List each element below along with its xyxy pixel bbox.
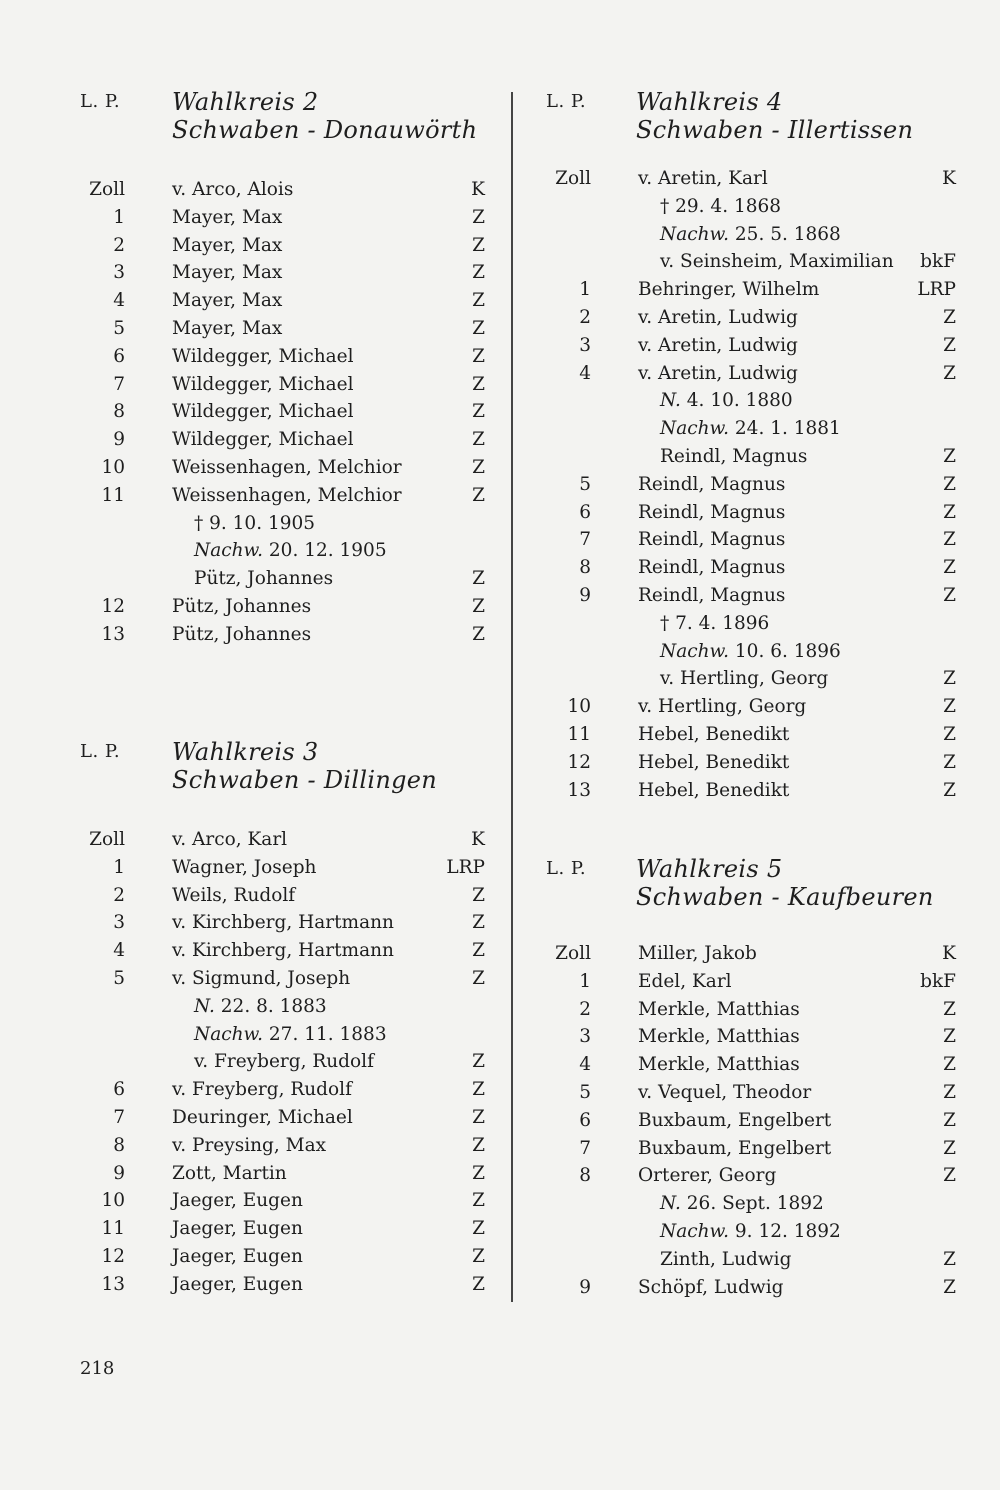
row-number: Zoll	[555, 943, 591, 964]
party-code: Z	[943, 1081, 956, 1103]
member-name: Wildegger, Michael	[172, 373, 354, 395]
party-code: LRP	[917, 279, 956, 301]
party-code: Z	[472, 884, 485, 906]
party-code: K	[471, 179, 485, 200]
row-number: 1	[579, 279, 591, 301]
member-name: Reindl, Magnus	[638, 473, 786, 495]
note-label: Nachw.	[194, 1023, 264, 1045]
member-list	[80, 176, 495, 649]
party-code: Z	[943, 529, 956, 551]
member-name: Merkle, Matthias	[638, 1054, 800, 1076]
row-number: 8	[113, 401, 125, 423]
note-date: 25. 5. 1868	[734, 223, 841, 245]
member-name: Jaeger, Eugen	[172, 1273, 303, 1295]
member-name: Jaeger, Eugen	[172, 1245, 303, 1267]
note-label: Nachw.	[660, 418, 730, 440]
sub-entry-row	[546, 248, 956, 276]
member-name: Behringer, Wilhelm	[638, 279, 820, 301]
note-label: Nachw.	[660, 640, 730, 662]
party-code: Z	[943, 723, 956, 745]
party-code: Z	[943, 1248, 956, 1270]
note-text	[660, 638, 841, 666]
party-code: Z	[943, 1165, 956, 1187]
lp-label: L. P.	[80, 741, 121, 762]
member-row	[80, 176, 495, 204]
member-name: Weils, Rudolf	[172, 884, 296, 906]
party-code: Z	[472, 456, 485, 478]
party-code: Z	[472, 429, 485, 451]
member-name: † 7. 4. 1896	[660, 612, 770, 634]
member-row	[546, 996, 956, 1024]
party-code: Z	[472, 206, 485, 228]
member-row	[546, 582, 956, 610]
party-code: Z	[472, 373, 485, 395]
member-row	[80, 1243, 495, 1271]
note-text	[194, 1021, 387, 1049]
party-code: Z	[472, 1134, 485, 1156]
title-line-1: Wahlkreis 2	[172, 88, 319, 116]
member-row	[80, 1160, 495, 1188]
sub-entry-row	[546, 443, 956, 471]
row-number: 13	[101, 623, 125, 645]
party-code: Z	[472, 484, 485, 506]
member-name: v. Hertling, Georg	[660, 668, 829, 690]
party-code: K	[471, 829, 485, 850]
row-number: 11	[567, 723, 591, 745]
member-name: v. Hertling, Georg	[638, 696, 807, 718]
note-text	[194, 993, 327, 1021]
row-number: 8	[113, 1134, 125, 1156]
member-row	[80, 593, 495, 621]
sub-entry-row	[80, 1048, 495, 1076]
member-row	[80, 1187, 495, 1215]
row-number: 4	[113, 290, 125, 312]
member-row	[546, 1023, 956, 1051]
party-code: LRP	[446, 856, 485, 878]
member-name: v. Freyberg, Rudolf	[194, 1051, 374, 1073]
member-row	[80, 854, 495, 882]
party-code: Z	[472, 595, 485, 617]
member-name: v. Arco, Alois	[172, 179, 294, 200]
member-name: Reindl, Magnus	[638, 501, 786, 523]
member-row	[546, 554, 956, 582]
member-name: Reindl, Magnus	[660, 445, 808, 467]
section-title	[636, 88, 913, 144]
member-row	[546, 693, 956, 721]
party-code: K	[942, 943, 956, 964]
member-name: Merkle, Matthias	[638, 998, 800, 1020]
party-code: Z	[943, 779, 956, 801]
note-text	[194, 537, 387, 565]
note-label: Nachw.	[194, 540, 264, 562]
member-row	[80, 315, 495, 343]
member-name: Schöpf, Ludwig	[638, 1276, 784, 1298]
member-name: Mayer, Max	[172, 206, 283, 228]
member-row	[80, 482, 495, 510]
member-name: v. Kirchberg, Hartmann	[172, 912, 394, 934]
note-text	[660, 1218, 841, 1246]
page-number: 218	[80, 1358, 115, 1379]
row-number: 1	[579, 970, 591, 992]
member-row	[80, 287, 495, 315]
member-name: Reindl, Magnus	[638, 529, 786, 551]
member-name: Wagner, Joseph	[172, 856, 317, 878]
member-name: Miller, Jakob	[638, 943, 757, 964]
member-row	[546, 1107, 956, 1135]
party-code: Z	[943, 1026, 956, 1048]
note-date: 20. 12. 1905	[268, 540, 387, 562]
member-name: Edel, Karl	[638, 970, 732, 992]
row-number: 7	[113, 373, 125, 395]
member-row	[546, 499, 956, 527]
member-name: Deuringer, Michael	[172, 1106, 353, 1128]
party-code: Z	[472, 623, 485, 645]
note-date: 27. 11. 1883	[268, 1023, 387, 1045]
member-row	[546, 276, 956, 304]
member-name: v. Aretin, Ludwig	[638, 362, 798, 384]
row-number: 6	[579, 1109, 591, 1131]
party-code: Z	[472, 1218, 485, 1240]
note-row	[546, 1218, 956, 1246]
row-number: 13	[101, 1273, 125, 1295]
party-code: Z	[943, 501, 956, 523]
member-row	[546, 1135, 956, 1163]
party-code: Z	[472, 345, 485, 367]
title-line-2: Schwaben - Donauwörth	[172, 116, 478, 144]
sub-entry-row	[546, 1246, 956, 1274]
party-code: Z	[943, 584, 956, 606]
section-title	[636, 855, 934, 911]
note-label: N.	[660, 390, 681, 412]
member-name: Jaeger, Eugen	[172, 1218, 303, 1240]
party-code: Z	[472, 1162, 485, 1184]
member-row	[80, 882, 495, 910]
member-row	[80, 1104, 495, 1132]
member-list	[546, 165, 956, 804]
row-number: 10	[567, 696, 591, 718]
member-name: v. Preysing, Max	[172, 1134, 327, 1156]
row-number: 13	[567, 779, 591, 801]
member-row	[546, 1162, 956, 1190]
row-number: 4	[579, 1054, 591, 1076]
row-number: Zoll	[89, 179, 125, 200]
party-code: Z	[943, 668, 956, 690]
title-line-2: Schwaben - Kaufbeuren	[636, 883, 934, 911]
member-row	[546, 1079, 956, 1107]
member-row	[80, 232, 495, 260]
member-name: v. Aretin, Ludwig	[638, 334, 798, 356]
section-title	[172, 738, 437, 794]
member-name: v. Seinsheim, Maximilian	[660, 251, 894, 273]
row-number: 5	[113, 967, 125, 989]
party-code: Z	[472, 568, 485, 590]
party-code: Z	[943, 473, 956, 495]
member-row	[546, 304, 956, 332]
party-code: Z	[472, 1051, 485, 1073]
party-code: Z	[943, 998, 956, 1020]
note-label: N.	[660, 1193, 681, 1215]
member-row	[80, 621, 495, 649]
member-row	[80, 259, 495, 287]
title-line-2: Schwaben - Dillingen	[172, 766, 438, 794]
member-row	[546, 1051, 956, 1079]
note-text	[660, 415, 841, 443]
party-code: Z	[943, 334, 956, 356]
row-number: 7	[579, 1137, 591, 1159]
row-number: Zoll	[555, 168, 591, 189]
note-row	[80, 1021, 495, 1049]
member-row	[80, 426, 495, 454]
row-number: 6	[113, 345, 125, 367]
row-number: 12	[101, 1245, 125, 1267]
member-name: † 29. 4. 1868	[660, 195, 782, 217]
member-name: v. Sigmund, Joseph	[172, 967, 351, 989]
party-code: Z	[472, 967, 485, 989]
member-row	[80, 826, 495, 854]
note-date: 4. 10. 1880	[686, 390, 793, 412]
row-number: 3	[579, 1026, 591, 1048]
party-code: Z	[472, 1106, 485, 1128]
member-row	[546, 749, 956, 777]
row-number: 10	[101, 456, 125, 478]
title-line-1: Wahlkreis 3	[172, 738, 319, 766]
member-name: v. Aretin, Karl	[638, 168, 768, 189]
member-row	[546, 360, 956, 388]
member-name: Mayer, Max	[172, 262, 283, 284]
row-number: 6	[113, 1079, 125, 1101]
note-date: 9. 12. 1892	[734, 1220, 841, 1242]
party-code: Z	[943, 1276, 956, 1298]
row-number: 5	[579, 1081, 591, 1103]
note-row	[546, 415, 956, 443]
row-number: 6	[579, 501, 591, 523]
note-date: 10. 6. 1896	[734, 640, 841, 662]
row-number: 12	[567, 751, 591, 773]
member-name: v. Vequel, Theodor	[638, 1081, 812, 1103]
party-code: Z	[472, 1079, 485, 1101]
note-row	[546, 638, 956, 666]
member-row	[80, 1132, 495, 1160]
member-row	[80, 1076, 495, 1104]
row-number: 1	[113, 856, 125, 878]
member-name: Buxbaum, Engelbert	[638, 1109, 832, 1131]
party-code: Z	[472, 1190, 485, 1212]
row-number: 2	[579, 306, 591, 328]
member-name: Merkle, Matthias	[638, 1026, 800, 1048]
party-code: Z	[943, 557, 956, 579]
row-number: 10	[101, 1190, 125, 1212]
member-name: Mayer, Max	[172, 317, 283, 339]
note-date: 22. 8. 1883	[220, 995, 327, 1017]
title-line-2: Schwaben - Illertissen	[636, 116, 914, 144]
party-code: Z	[943, 696, 956, 718]
member-row	[546, 332, 956, 360]
row-number: 11	[101, 1218, 125, 1240]
member-row	[546, 1274, 956, 1302]
member-name: Pütz, Johannes	[172, 595, 312, 617]
member-name: Wildegger, Michael	[172, 401, 354, 423]
row-number: 4	[579, 362, 591, 384]
member-row	[546, 526, 956, 554]
member-list	[80, 826, 495, 1299]
member-row	[80, 204, 495, 232]
member-name: Zott, Martin	[172, 1162, 287, 1184]
note-row	[546, 1190, 956, 1218]
party-code: Z	[472, 1245, 485, 1267]
member-row	[80, 454, 495, 482]
member-name: Hebel, Benedikt	[638, 779, 790, 801]
row-number: 7	[579, 529, 591, 551]
member-row	[546, 471, 956, 499]
member-name: Orterer, Georg	[638, 1165, 777, 1187]
member-name: v. Arco, Karl	[172, 829, 288, 850]
member-name: Hebel, Benedikt	[638, 751, 790, 773]
member-row	[546, 777, 956, 805]
member-name: Mayer, Max	[172, 290, 283, 312]
title-line-1: Wahlkreis 4	[636, 88, 783, 116]
member-name: † 9. 10. 1905	[194, 512, 316, 534]
note-text	[660, 1190, 824, 1218]
lp-label: L. P.	[546, 858, 587, 879]
member-row	[80, 398, 495, 426]
party-code: Z	[943, 751, 956, 773]
member-name: Zinth, Ludwig	[660, 1248, 792, 1270]
member-name: Jaeger, Eugen	[172, 1190, 303, 1212]
row-number: 9	[579, 584, 591, 606]
row-number: 2	[579, 998, 591, 1020]
party-code: K	[942, 168, 956, 189]
note-label: Nachw.	[660, 223, 730, 245]
row-number: 7	[113, 1106, 125, 1128]
row-number: 5	[579, 473, 591, 495]
row-number: 11	[101, 484, 125, 506]
party-code: bkF	[920, 251, 956, 273]
party-code: Z	[943, 1054, 956, 1076]
member-row	[80, 1271, 495, 1299]
row-number: Zoll	[89, 829, 125, 850]
party-code: Z	[943, 1109, 956, 1131]
member-row	[80, 371, 495, 399]
column-divider	[511, 92, 513, 1302]
row-number: 12	[101, 595, 125, 617]
note-text	[660, 221, 841, 249]
row-number: 3	[113, 262, 125, 284]
title-line-1: Wahlkreis 5	[636, 855, 783, 883]
member-row	[546, 940, 956, 968]
party-code: Z	[472, 1273, 485, 1295]
member-list	[546, 940, 956, 1301]
row-number: 3	[113, 912, 125, 934]
note-text	[660, 387, 793, 415]
row-number: 8	[579, 557, 591, 579]
party-code: Z	[472, 912, 485, 934]
member-name: Hebel, Benedikt	[638, 723, 790, 745]
member-name: Reindl, Magnus	[638, 557, 786, 579]
party-code: Z	[472, 290, 485, 312]
row-number: 2	[113, 234, 125, 256]
member-row	[546, 721, 956, 749]
party-code: Z	[472, 234, 485, 256]
member-name: Pütz, Johannes	[194, 568, 334, 590]
note-row	[546, 387, 956, 415]
party-code: Z	[943, 1137, 956, 1159]
member-name: v. Aretin, Ludwig	[638, 306, 798, 328]
member-name: Mayer, Max	[172, 234, 283, 256]
party-code: bkF	[920, 970, 956, 992]
note-row	[546, 221, 956, 249]
member-name: v. Kirchberg, Hartmann	[172, 940, 394, 962]
lp-label: L. P.	[546, 91, 587, 112]
note-date: 26. Sept. 1892	[686, 1193, 824, 1215]
row-number: 5	[113, 317, 125, 339]
lp-label: L. P.	[80, 91, 121, 112]
sub-entry-row	[546, 665, 956, 693]
party-code: Z	[472, 940, 485, 962]
section-title	[172, 88, 477, 144]
note-row	[80, 993, 495, 1021]
sub-entry-row	[546, 193, 956, 221]
party-code: Z	[943, 445, 956, 467]
member-name: Wildegger, Michael	[172, 429, 354, 451]
note-label: N.	[194, 995, 215, 1017]
party-code: Z	[943, 362, 956, 384]
row-number: 8	[579, 1165, 591, 1187]
member-row	[546, 165, 956, 193]
party-code: Z	[472, 262, 485, 284]
member-name: Pütz, Johannes	[172, 623, 312, 645]
member-row	[546, 968, 956, 996]
member-row	[80, 909, 495, 937]
member-name: Buxbaum, Engelbert	[638, 1137, 832, 1159]
member-name: v. Freyberg, Rudolf	[172, 1079, 352, 1101]
party-code: Z	[472, 401, 485, 423]
sub-entry-row	[546, 610, 956, 638]
member-row	[80, 1215, 495, 1243]
note-row	[80, 537, 495, 565]
member-name: Weissenhagen, Melchior	[172, 456, 402, 478]
party-code: Z	[472, 317, 485, 339]
sub-entry-row	[80, 510, 495, 538]
row-number: 3	[579, 334, 591, 356]
row-number: 4	[113, 940, 125, 962]
row-number: 9	[113, 1162, 125, 1184]
member-name: Wildegger, Michael	[172, 345, 354, 367]
member-row	[80, 965, 495, 993]
sub-entry-row	[80, 565, 495, 593]
note-date: 24. 1. 1881	[734, 418, 841, 440]
row-number: 9	[113, 429, 125, 451]
row-number: 2	[113, 884, 125, 906]
member-name: Weissenhagen, Melchior	[172, 484, 402, 506]
row-number: 1	[113, 206, 125, 228]
member-row	[80, 937, 495, 965]
member-name: Reindl, Magnus	[638, 584, 786, 606]
party-code: Z	[943, 306, 956, 328]
note-label: Nachw.	[660, 1220, 730, 1242]
member-row	[80, 343, 495, 371]
row-number: 9	[579, 1276, 591, 1298]
